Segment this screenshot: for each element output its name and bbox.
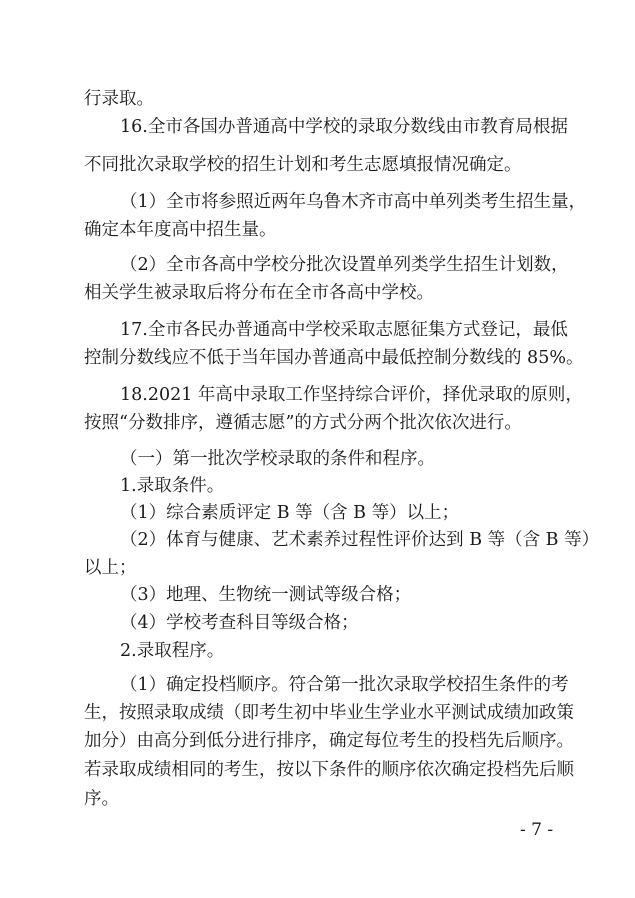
text-line: 相关学生被录取后将分布在全市各高中学校。 [84, 283, 434, 303]
text-line: 按照“分数排序，遵循志愿”的方式分两个批次依次进行。 [84, 413, 522, 433]
text-line: 行录取。 [84, 89, 154, 109]
list-item: （1）综合素质评定 B 等（含 B 等）以上； [120, 503, 460, 523]
subsection-heading: 2.录取程序。 [120, 641, 225, 661]
text-line: 加分）由高分到低分进行排序，确定每位考生的投档先后顺序。 [84, 731, 574, 751]
text-line: 18.2021 年高中录取工作坚持综合评价，择优录取的原则， [120, 385, 583, 405]
text-line: 16.全市各国办普通高中学校的录取分数线由市教育局根据 [120, 117, 568, 137]
text-line: 不同批次录取学校的招生计划和考生志愿填报情况确定。 [84, 155, 522, 175]
text-line: 以上； [84, 558, 137, 578]
text-line: 若录取成绩相同的考生，按以下条件的顺序依次确定投档先后顺 [84, 760, 574, 780]
section-heading: （一）第一批次学校录取的条件和程序。 [120, 449, 435, 469]
subsection-heading: 1.录取条件。 [120, 476, 225, 496]
text-line: 生，按照录取成绩（即考生初中毕业生学业水平测试成绩加政策 [84, 703, 574, 723]
list-item: （4）学校考查科目等级合格； [120, 613, 359, 633]
list-item: （2）体育与健康、艺术素养过程性评价达到 B 等（含 B 等） [120, 530, 600, 550]
text-line: 17.全市各民办普通高中学校采取志愿征集方式登记，最低 [120, 320, 568, 340]
text-line: 序。 [84, 789, 119, 809]
list-item: （3）地理、生物统一测试等级合格； [120, 585, 412, 605]
list-item: （1）确定投档顺序。符合第一批次录取学校招生条件的考 [120, 675, 569, 695]
page-number: - 7 - [520, 820, 554, 840]
text-line: （2）全市各高中学校分批次设置单列类学生招生计划数， [120, 255, 569, 275]
text-line: （1）全市将参照近两年乌鲁木齐市高中单列类考生招生量， [120, 192, 587, 212]
text-line: 控制分数线应不低于当年国办普通高中最低控制分数线的 85%。 [84, 348, 584, 368]
text-line: 确定本年度高中招生量。 [84, 220, 277, 240]
